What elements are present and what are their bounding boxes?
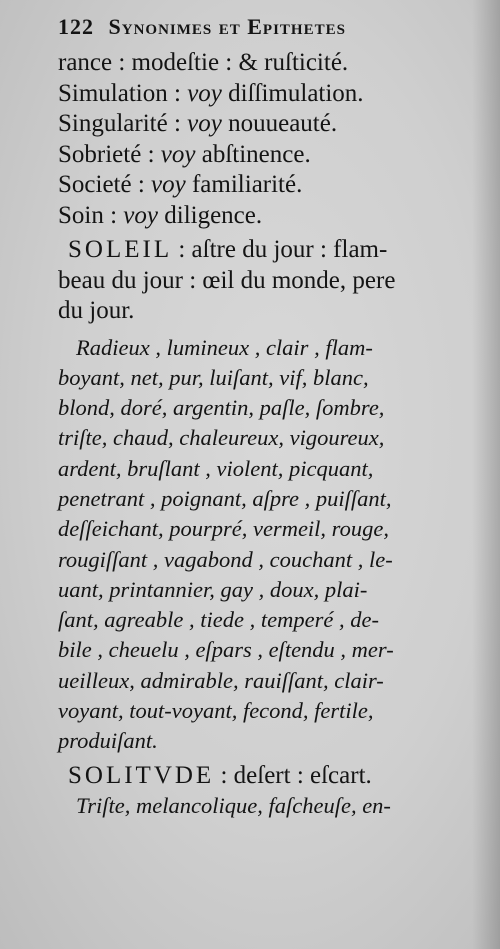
soleil-definition: du jour.: [58, 297, 135, 324]
soleil-definition: : aſtre du jour : flam-: [172, 236, 388, 263]
entry-target: familiarité.: [185, 171, 303, 198]
spine-shadow: [472, 0, 500, 949]
solitude-epithet-line: Triſte, melancolique, faſcheuſe, en-: [76, 793, 391, 819]
epithet-line: triſte, chaud, chaleureux, vigoureux,: [58, 425, 385, 451]
entry-headword: Sobrieté :: [58, 140, 161, 168]
running-header: [58, 14, 458, 50]
soleil-headword: SOLEIL: [68, 236, 173, 263]
entry-line: [58, 170, 468, 201]
solitude-entry-line: [58, 761, 468, 792]
entry-headword: Soin :: [58, 201, 124, 229]
soleil-entry-line: [58, 235, 468, 266]
entry-headword: Singularité :: [58, 110, 188, 137]
entry-headword: Simulation :: [58, 79, 188, 107]
voy-reference: voy: [187, 79, 222, 107]
epithet-line: bile , cheuelu , eſpars , eſtendu , mer-: [58, 637, 394, 663]
epithet-line: penetrant , poignant, aſpre , puiſſant,: [58, 485, 392, 511]
running-title: Synonimes et Epithetes: [108, 14, 346, 39]
epithet-line: boyant, net, pur, luiſant, vif, blanc,: [58, 364, 369, 390]
entry-line: [58, 109, 468, 140]
epithet-line: deſſeichant, pourpré, vermeil, rouge,: [58, 516, 389, 542]
soleil-entry-line: [58, 296, 468, 327]
entry-line: [58, 201, 468, 232]
epithet-line: Radieux , lumineux , clair , flam-: [76, 334, 373, 360]
voy-reference: voy: [123, 201, 158, 229]
entry-headword: Societé :: [58, 171, 152, 198]
epithet-line: ardent, bruſlant , violent, picquant,: [58, 455, 374, 481]
voy-reference: voy: [151, 171, 186, 198]
voy-reference: voy: [160, 140, 196, 168]
entry-target: diſſimulation.: [221, 79, 364, 107]
page-number: 122: [58, 14, 94, 39]
solitude-definition: : deſert : eſcart.: [214, 761, 372, 789]
epithet-line: uant, printannier, gay , doux, plai-: [58, 576, 368, 602]
page-body: [58, 48, 468, 822]
soleil-definition: beau du jour : œil du monde, pere: [58, 266, 396, 294]
entry-target: diligence.: [158, 201, 263, 229]
epithet-line: ſant, agreable , tiede , temperé , de-: [58, 607, 379, 633]
epithet-list: [58, 333, 468, 757]
entry-line: [58, 48, 468, 79]
soleil-entry-line: [58, 266, 468, 297]
voy-reference: voy: [187, 110, 222, 137]
epithet-line: ueilleux, admirable, rauiſſant, clair-: [58, 667, 384, 693]
epithet-line: rougiſſant , vagabond , couchant , le-: [58, 546, 393, 572]
epithet-line: produiſant.: [58, 728, 158, 754]
entry-text: rance : modeſtie : & ruſticité.: [58, 49, 349, 76]
entry-line: [58, 140, 468, 171]
epithet-line: blond, doré, argentin, paſle, ſombre,: [58, 395, 385, 421]
epithet-line: voyant, tout-voyant, fecond, fertile,: [58, 698, 374, 724]
entry-line: [58, 79, 468, 110]
solitude-headword: SOLITVDE: [68, 761, 215, 789]
entry-target: abſtinence.: [195, 140, 311, 168]
entry-target: nouueauté.: [221, 110, 338, 137]
